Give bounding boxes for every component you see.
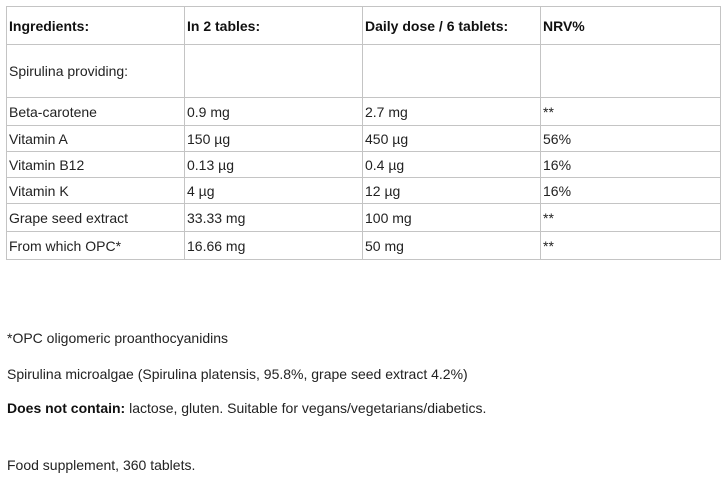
allergen-statement bbox=[7, 400, 719, 416]
cell-ingredient: From which OPC* bbox=[7, 232, 185, 260]
table-row bbox=[7, 178, 721, 204]
table-header-row bbox=[7, 7, 721, 45]
cell-ingredient: Spirulina providing: bbox=[7, 45, 185, 98]
cell-daily-dose: 12 µg bbox=[363, 178, 541, 204]
header-nrv: NRV% bbox=[541, 7, 721, 45]
cell-nrv: 16% bbox=[541, 178, 721, 204]
header-in-2-tablets: In 2 tables: bbox=[185, 7, 363, 45]
cell-nrv: ** bbox=[541, 98, 721, 126]
table-row bbox=[7, 126, 721, 152]
cell-nrv: ** bbox=[541, 204, 721, 232]
cell-daily-dose: 2.7 mg bbox=[363, 98, 541, 126]
table-row bbox=[7, 45, 721, 98]
table-row bbox=[7, 204, 721, 232]
cell-ingredient: Beta-carotene bbox=[7, 98, 185, 126]
footnote-opc: *OPC oligomeric proanthocyanidins bbox=[7, 330, 228, 346]
cell-ingredient: Vitamin K bbox=[7, 178, 185, 204]
composition-text: Spirulina microalgae (Spirulina platensis, 95.8%, grape seed extract 4.2%) bbox=[7, 366, 468, 382]
cell-nrv: 16% bbox=[541, 152, 721, 178]
cell-nrv: 56% bbox=[541, 126, 721, 152]
cell-in-2-tablets: 150 µg bbox=[185, 126, 363, 152]
cell-daily-dose: 0.4 µg bbox=[363, 152, 541, 178]
cell-in-2-tablets: 4 µg bbox=[185, 178, 363, 204]
cell-daily-dose: 50 mg bbox=[363, 232, 541, 260]
cell-ingredient: Grape seed extract bbox=[7, 204, 185, 232]
cell-nrv bbox=[541, 45, 721, 98]
product-description: Food supplement, 360 tablets. bbox=[7, 457, 196, 473]
cell-in-2-tablets: 0.9 mg bbox=[185, 98, 363, 126]
cell-daily-dose: 450 µg bbox=[363, 126, 541, 152]
header-ingredients: Ingredients: bbox=[7, 7, 185, 45]
cell-in-2-tablets: 33.33 mg bbox=[185, 204, 363, 232]
allergen-label: Does not contain: bbox=[7, 400, 126, 416]
cell-ingredient: Vitamin A bbox=[7, 126, 185, 152]
table-row bbox=[7, 98, 721, 126]
cell-in-2-tablets bbox=[185, 45, 363, 98]
cell-in-2-tablets: 0.13 µg bbox=[185, 152, 363, 178]
table-row bbox=[7, 232, 721, 260]
allergen-text: lactose, gluten. Suitable for vegans/vegetarians/diabetics. bbox=[125, 400, 487, 416]
cell-ingredient: Vitamin B12 bbox=[7, 152, 185, 178]
nutrition-table bbox=[6, 6, 721, 260]
header-daily-dose: Daily dose / 6 tablets: bbox=[363, 7, 541, 45]
cell-in-2-tablets: 16.66 mg bbox=[185, 232, 363, 260]
table-row bbox=[7, 152, 721, 178]
cell-nrv: ** bbox=[541, 232, 721, 260]
cell-daily-dose bbox=[363, 45, 541, 98]
cell-daily-dose: 100 mg bbox=[363, 204, 541, 232]
